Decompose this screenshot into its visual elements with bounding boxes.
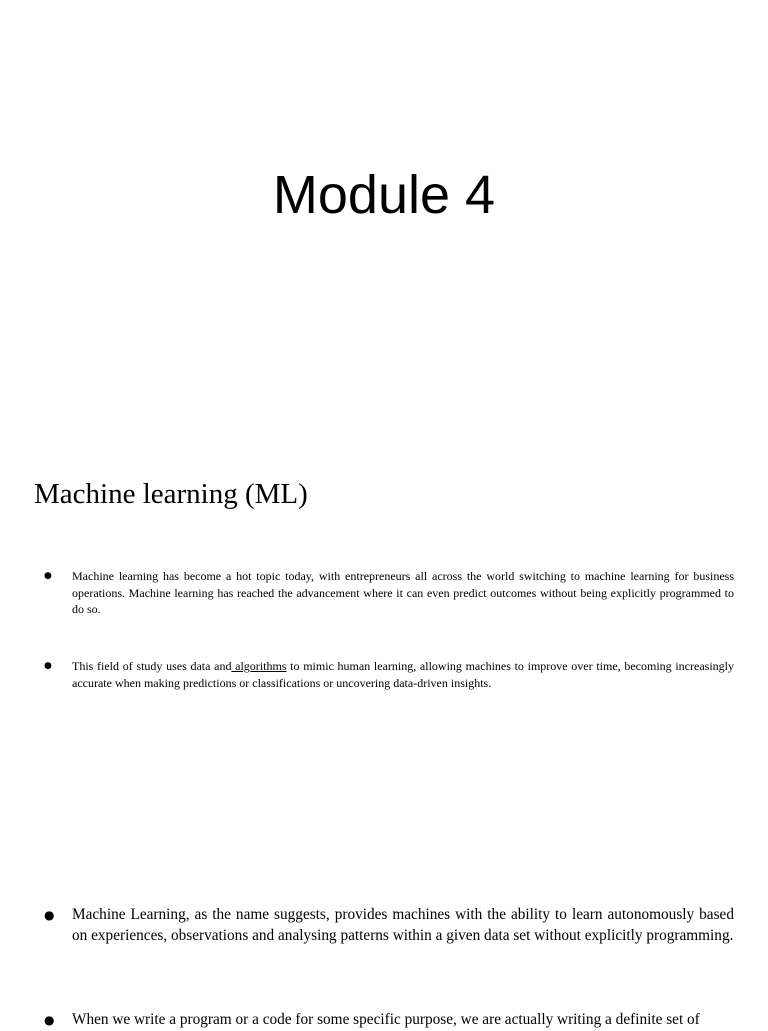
bullet-icon: ● <box>44 661 52 671</box>
bullet-text: Machine learning has become a hot topic today, with entrepreneurs all across the world switching to machine learning for business operations. Machine learning has reached the advancement where it can even predict outcomes without being explicitly programmed to do so. <box>72 569 734 616</box>
bullet-icon: ● <box>44 908 55 922</box>
bullet-icon: ● <box>44 571 52 581</box>
bullet-icon: ● <box>44 1013 55 1027</box>
bullet-text-before-link: This field of study uses data and <box>72 659 232 673</box>
bullet-item <box>44 658 734 691</box>
bullet-text: When we write a program or a code for some specific purpose, we are actually writing a definite set of <box>72 1011 700 1028</box>
bullet-item <box>44 905 734 947</box>
bullet-text-after-link: to mimic human learning, allowing machines to improve over time, becoming increasingly accurate when making predictions or classifications or uncovering data-driven insights. <box>72 659 734 690</box>
bullet-item <box>44 1010 734 1031</box>
slide-title: Module 4 <box>272 165 496 225</box>
section-heading: Machine learning (ML) <box>34 478 308 510</box>
algorithms-link[interactable]: algorithms <box>231 659 287 673</box>
bullet-text: Machine Learning, as the name suggests, provides machines with the ability to learn autonomously based on experiences, observations and analysing patterns within a given data set without explicitly programming. <box>72 906 734 944</box>
bullet-text <box>72 658 734 691</box>
bullet-item <box>44 568 734 618</box>
